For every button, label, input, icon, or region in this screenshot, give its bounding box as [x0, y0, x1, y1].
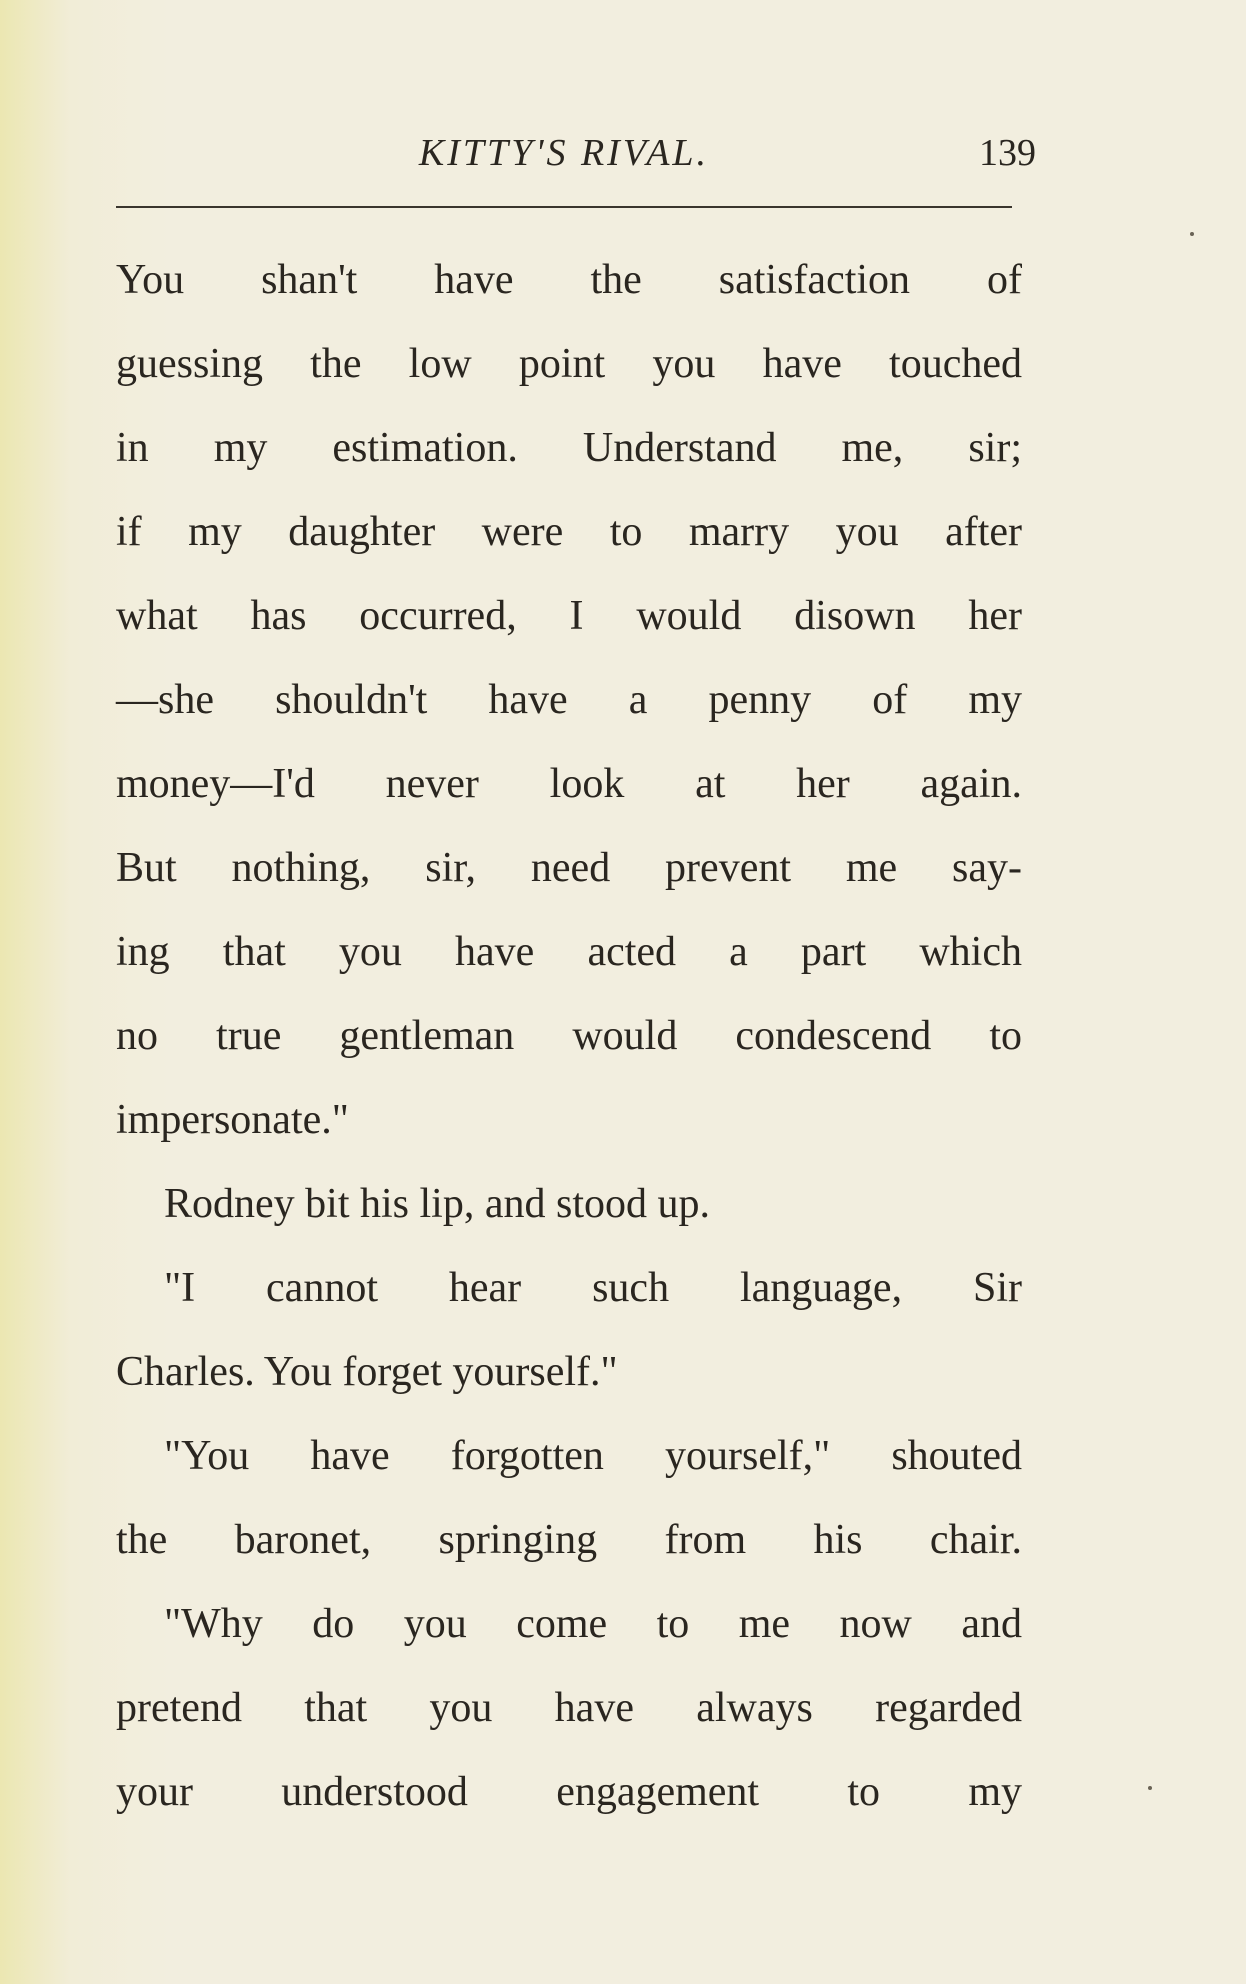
text-line: ing that you have acted a part which [116, 929, 1022, 975]
text-line: in my estimation. Understand me, sir; [116, 425, 1022, 471]
text-line: pretend that you have always regarded [116, 1685, 1022, 1731]
text-line: the baronet, springing from his chair. [116, 1517, 1022, 1563]
text-line: what has occurred, I would disown her [116, 593, 1022, 639]
header-rule [116, 206, 1012, 208]
text-line: "You have forgotten yourself," shouted [164, 1433, 1022, 1479]
text-line: "I cannot hear such language, Sir [164, 1265, 1022, 1311]
text-line: Charles. You forget yourself." [116, 1349, 618, 1395]
text-line: money—I'd never look at her again. [116, 761, 1022, 807]
text-line: Rodney bit his lip, and stood up. [164, 1181, 710, 1227]
text-line: "Why do you come to me now and [164, 1601, 1022, 1647]
page-number: 139 [979, 132, 1036, 174]
paper-speck [1190, 232, 1194, 236]
text-line: You shan't have the satisfaction of [116, 257, 1022, 303]
text-line: no true gentleman would condescend to [116, 1013, 1022, 1059]
body-text [116, 238, 1022, 1834]
text-line: But nothing, sir, need prevent me say- [116, 845, 1022, 891]
text-line: guessing the low point you have touched [116, 341, 1022, 387]
paper-speck [1148, 1786, 1152, 1790]
text-line: if my daughter were to marry you after [116, 509, 1022, 555]
text-line: impersonate." [116, 1097, 349, 1143]
running-head [116, 130, 1036, 176]
text-line: —she shouldn't have a penny of my [116, 677, 1022, 723]
running-title: KITTY'S RIVAL. [418, 132, 710, 174]
text-line: your understood engagement to my [116, 1769, 1022, 1815]
